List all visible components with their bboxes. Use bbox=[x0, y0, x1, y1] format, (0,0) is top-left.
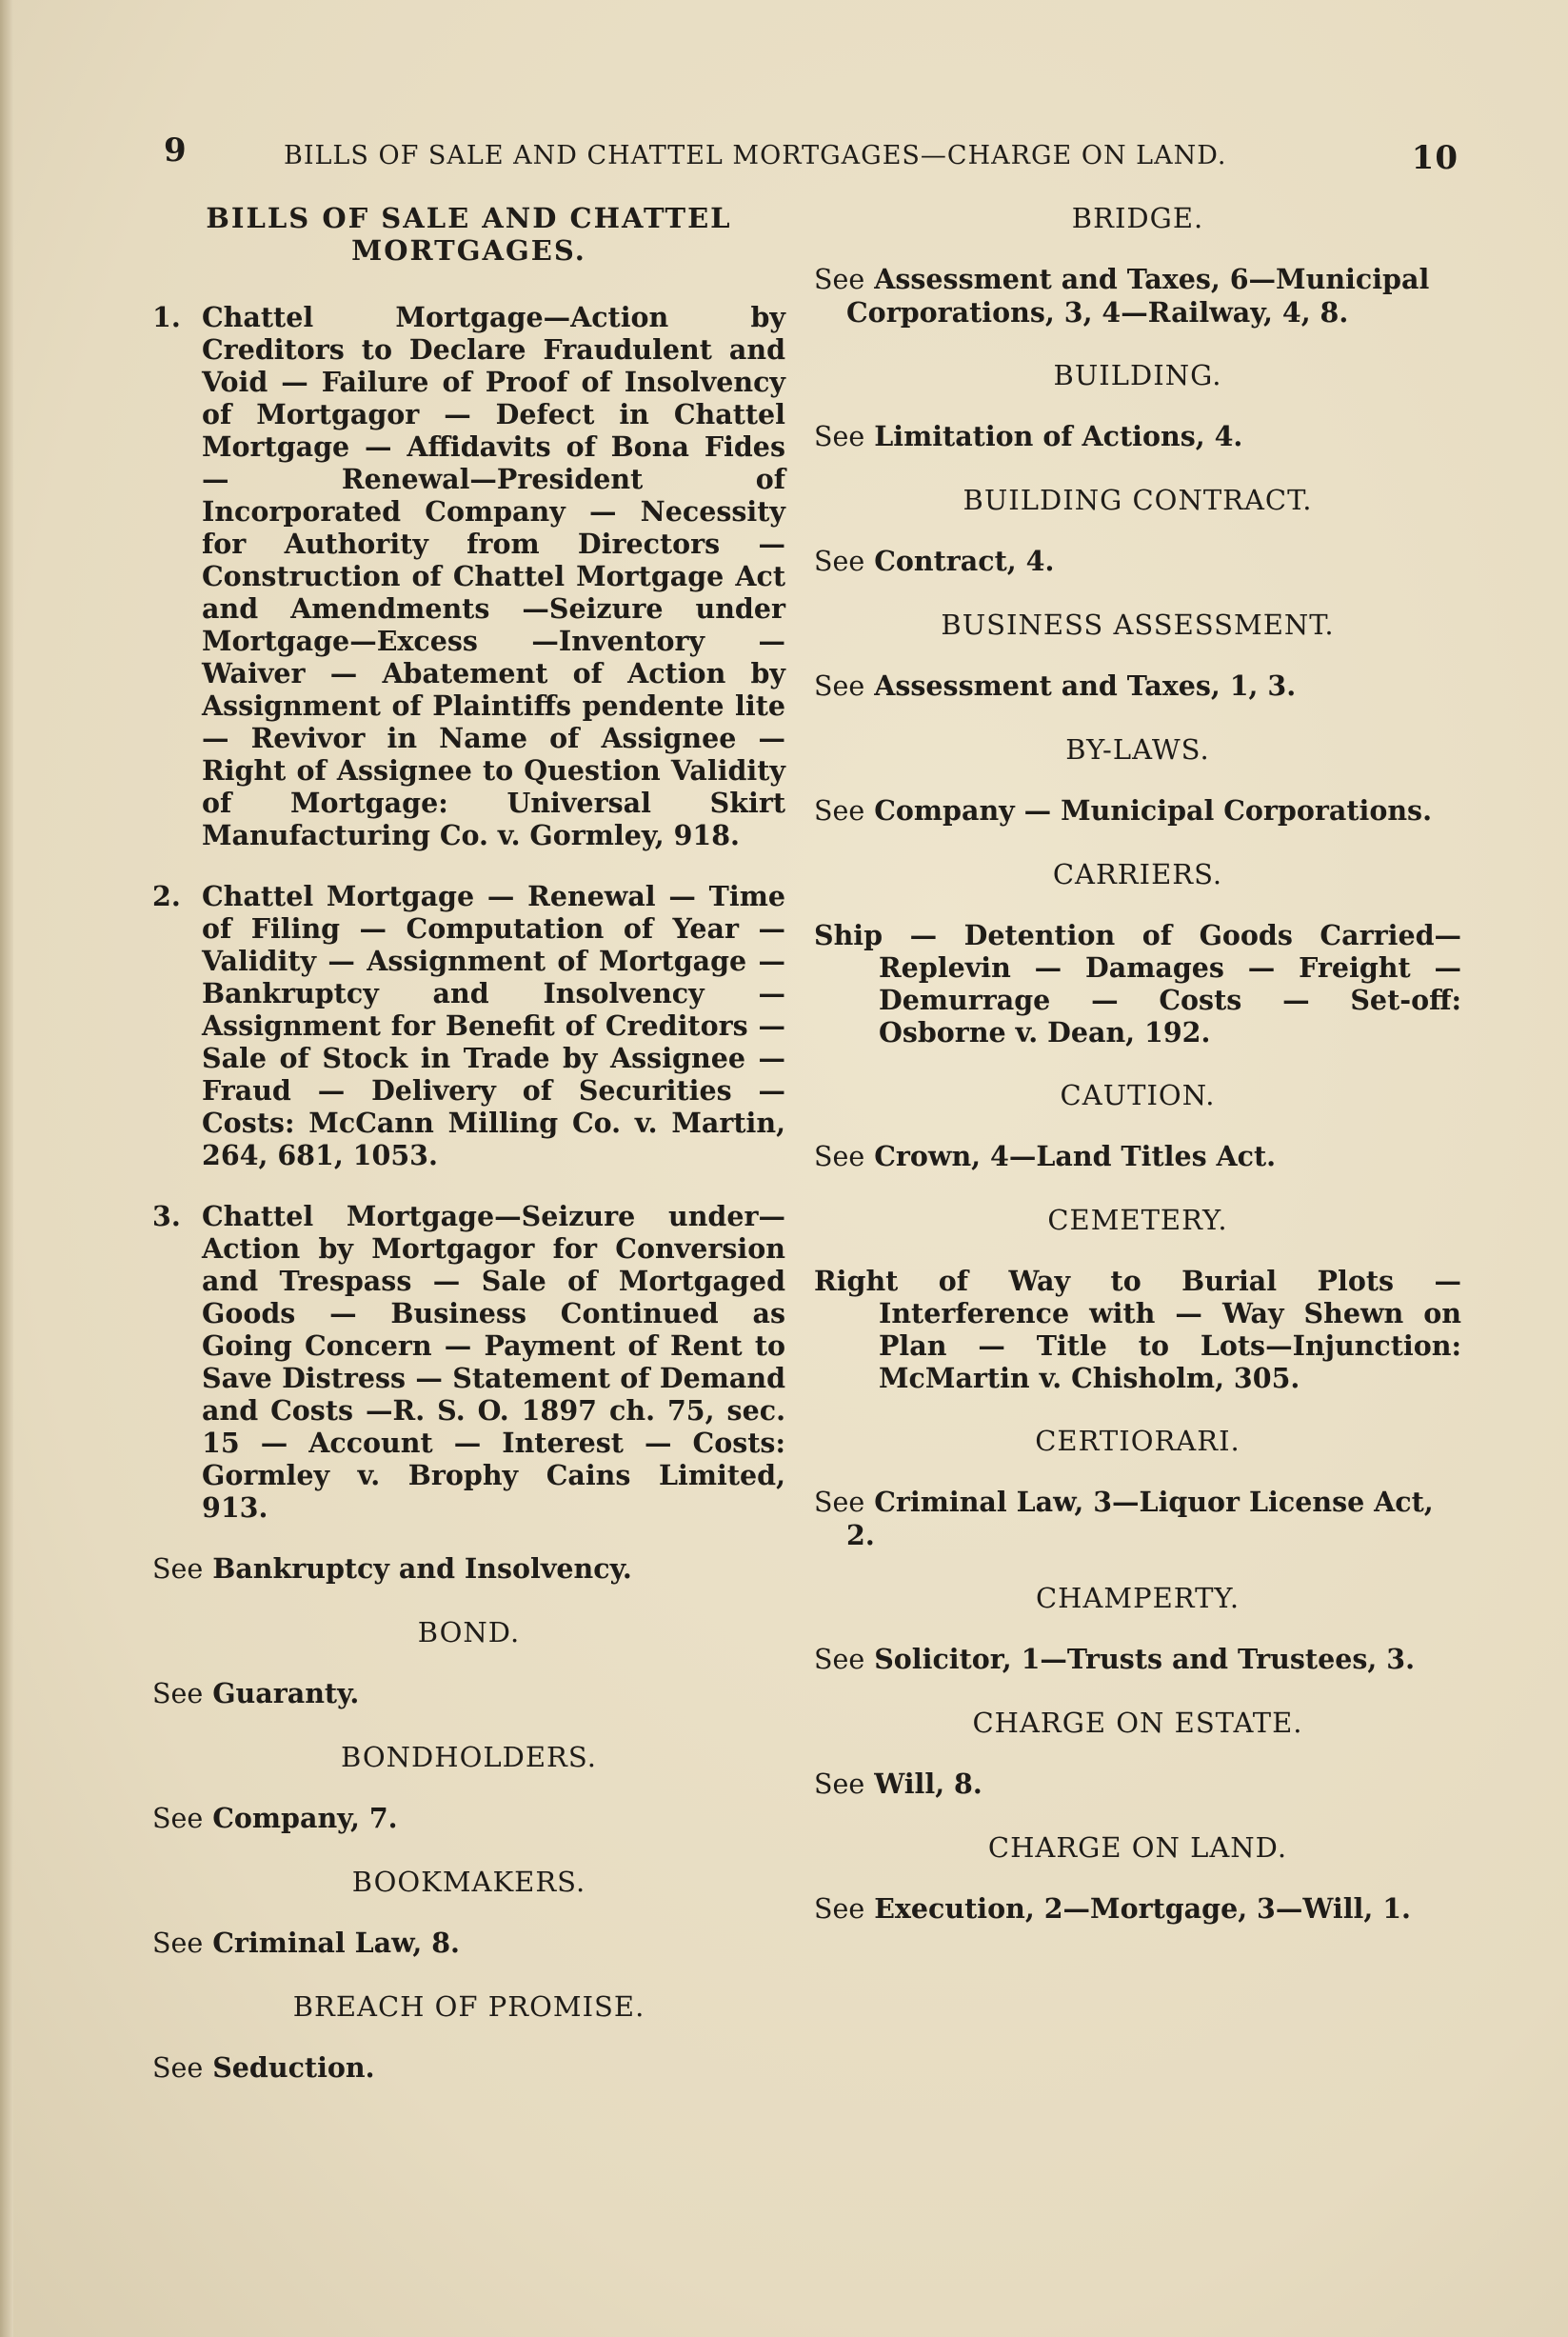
see-keyword: See bbox=[152, 2052, 204, 2084]
cross-reference bbox=[814, 669, 1461, 703]
left-column bbox=[152, 202, 785, 2115]
section-heading: CEMETERY. bbox=[1047, 1204, 1228, 1236]
see-keyword: See bbox=[814, 670, 865, 702]
cross-reference-text: Company, 7. bbox=[212, 1802, 398, 1834]
section-heading: CHAMPERTY. bbox=[1035, 1582, 1241, 1614]
section-heading: BONDHOLDERS. bbox=[341, 1741, 597, 1773]
cross-reference bbox=[814, 420, 1461, 453]
section-heading: CHARGE ON ESTATE. bbox=[972, 1707, 1303, 1739]
cross-reference bbox=[152, 1677, 785, 1710]
cross-reference bbox=[814, 545, 1461, 578]
cross-reference bbox=[814, 794, 1461, 828]
cross-reference bbox=[814, 1643, 1461, 1676]
see-keyword: See bbox=[152, 1928, 204, 1959]
cross-reference bbox=[814, 263, 1461, 329]
see-keyword: See bbox=[814, 795, 865, 827]
cross-reference bbox=[814, 1892, 1461, 1926]
running-header bbox=[164, 131, 1459, 189]
see-keyword: See bbox=[152, 1803, 204, 1834]
cross-reference-text: Criminal Law, 8. bbox=[212, 1927, 460, 1959]
cross-reference-text: Bankruptcy and Insolvency. bbox=[212, 1552, 632, 1585]
see-keyword: See bbox=[814, 264, 865, 295]
cross-reference-text: Execution, 2—Mortgage, 3—Will, 1. bbox=[874, 1892, 1411, 1925]
index-entry bbox=[152, 1200, 785, 1524]
entry-number: 3. bbox=[152, 1200, 181, 1232]
entry-number: 1. bbox=[152, 301, 181, 333]
see-keyword: See bbox=[814, 1141, 865, 1172]
index-entry bbox=[152, 301, 785, 851]
entry-number: 2. bbox=[152, 880, 181, 912]
section-heading: BOOKMAKERS. bbox=[351, 1866, 586, 1898]
section-heading: CARRIERS. bbox=[1052, 858, 1223, 890]
entry-text: Chattel Mortgage—Seizure under—Action by Mortgagor for Conversion and Trespass — Sale of Mortgaged Goods — Business Continued as Going Concern — Payment of Rent to Save Distress — Statement of Demand and Costs —R. S. O. 1897 ch. 75, sec. 15 — Account — Interest — Costs: Gormley v. Brophy Cains Limited, 913. bbox=[202, 1200, 785, 1524]
cross-reference bbox=[152, 1802, 785, 1835]
cross-reference bbox=[152, 1552, 785, 1586]
cross-reference-text: Contract, 4. bbox=[874, 545, 1055, 577]
page-number-right: 10 bbox=[1411, 139, 1459, 177]
cross-reference-text: Assessment and Taxes, 1, 3. bbox=[874, 669, 1297, 702]
case-entry: Ship — Detention of Goods Carried—Replevin — Damages — Freight —Demurrage — Costs — Set-off: Osborne v. Dean, 192. bbox=[814, 919, 1461, 1049]
cross-reference-text: Company — Municipal Corporations. bbox=[874, 794, 1433, 827]
section-heading: BY-LAWS. bbox=[1065, 733, 1210, 766]
section-heading: BRIDGE. bbox=[1071, 202, 1204, 234]
see-keyword: See bbox=[814, 1487, 865, 1518]
cross-reference-text: Limitation of Actions, 4. bbox=[874, 420, 1243, 452]
cross-reference-text: Guaranty. bbox=[212, 1677, 360, 1709]
cross-reference-text: Criminal Law, 3—Liquor License Act, 2. bbox=[846, 1486, 1434, 1551]
cross-reference-text: Seduction. bbox=[212, 2051, 375, 2084]
section-heading: BUILDING CONTRACT. bbox=[963, 484, 1313, 516]
running-title: BILLS OF SALE AND CHATTEL MORTGAGES—CHARGE ON LAND. bbox=[284, 141, 1227, 170]
cross-reference bbox=[152, 1927, 785, 1960]
case-entry: Right of Way to Burial Plots — Interference with — Way Shewn on Plan — Title to Lots—Injunction: McMartin v. Chisholm, 305. bbox=[814, 1265, 1461, 1394]
entry-text: Chattel Mortgage—Action by Creditors to Declare Fraudulent and Void — Failure of Proof of Insolvency of Mortgagor — Defect in Chattel Mortgage — Affidavits of Bona Fides — Renewal—President of Incorporated Company — Necessity for Authority from Directors — Construction of Chattel Mortgage Act and Amendments —Seizure under Mortgage—Excess —Inventory — Waiver — Abatement of Action by Assignment of Plaintiffs pendente lite — Revivor in Name of Assignee — Right of Assignee to Question Validity of Mortgage: Universal Skirt Manufacturing Co. v. Gormley, 918. bbox=[202, 301, 785, 851]
section-heading: BREACH OF PROMISE. bbox=[292, 1990, 645, 2023]
cross-reference bbox=[814, 1140, 1461, 1173]
section-heading: CHARGE ON LAND. bbox=[987, 1831, 1288, 1864]
cross-reference-text: Solicitor, 1—Trusts and Trustees, 3. bbox=[874, 1643, 1415, 1675]
section-heading: CERTIORARI. bbox=[1035, 1425, 1241, 1457]
cross-reference bbox=[152, 2051, 785, 2085]
see-keyword: See bbox=[814, 1644, 865, 1675]
section-heading: CAUTION. bbox=[1060, 1079, 1216, 1111]
section-heading: BOND. bbox=[417, 1616, 521, 1648]
see-keyword: See bbox=[152, 1678, 204, 1709]
see-keyword: See bbox=[152, 1553, 204, 1585]
binding-gutter bbox=[0, 0, 13, 2337]
page-number-left: 9 bbox=[164, 131, 188, 170]
cross-reference bbox=[814, 1768, 1461, 1801]
cross-reference bbox=[814, 1486, 1461, 1551]
section-heading: BILLS OF SALE AND CHATTEL MORTGAGES. bbox=[206, 202, 732, 267]
index-entry bbox=[152, 880, 785, 1171]
see-keyword: See bbox=[814, 1893, 865, 1925]
cross-reference-text: Will, 8. bbox=[874, 1768, 982, 1800]
see-keyword: See bbox=[814, 421, 865, 452]
right-column bbox=[814, 202, 1461, 1956]
section-heading: BUSINESS ASSESSMENT. bbox=[941, 609, 1335, 641]
cross-reference-text: Assessment and Taxes, 6—Municipal Corporations, 3, 4—Railway, 4, 8. bbox=[846, 263, 1430, 329]
entry-text: Chattel Mortgage — Renewal — Time of Filing — Computation of Year — Validity — Assignment of Mortgage — Bankruptcy and Insolvency — Assignment for Benefit of Creditors — Sale of Stock in Trade by Assignee — Fraud — Delivery of Securities — Costs: McCann Milling Co. v. Martin, 264, 681, 1053. bbox=[202, 880, 785, 1171]
cross-reference-text: Crown, 4—Land Titles Act. bbox=[874, 1140, 1277, 1172]
see-keyword: See bbox=[814, 546, 865, 577]
section-heading: BUILDING. bbox=[1053, 359, 1222, 391]
see-keyword: See bbox=[814, 1768, 865, 1800]
